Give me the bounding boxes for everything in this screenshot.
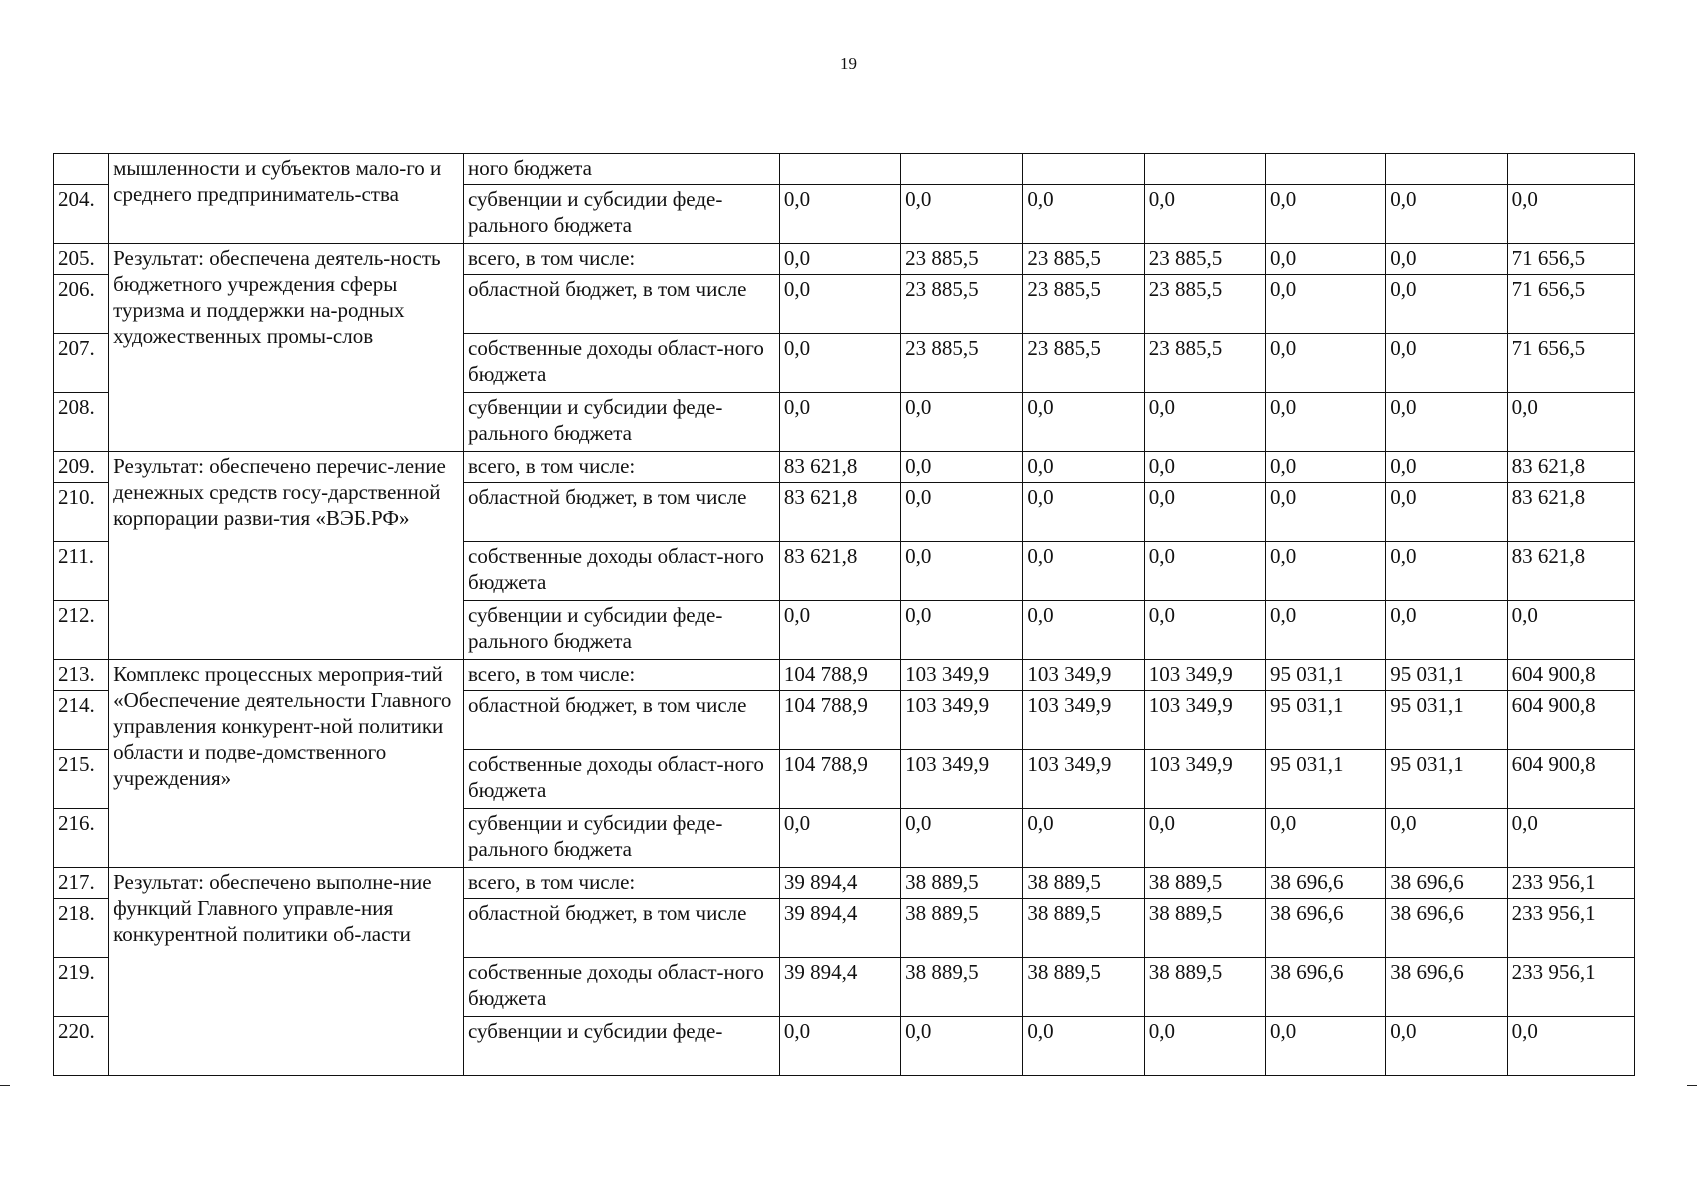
value-cell: 0,0 [901, 483, 1023, 542]
value-cell: 103 349,9 [901, 750, 1023, 809]
funding-source: ного бюджета [464, 154, 780, 185]
value-cell [1144, 154, 1265, 185]
value-cell: 0,0 [901, 1017, 1023, 1076]
value-cell: 233 956,1 [1507, 899, 1634, 958]
funding-source: всего, в том числе: [464, 452, 780, 483]
value-cell: 0,0 [1386, 809, 1507, 868]
value-cell: 83 621,8 [1507, 452, 1634, 483]
value-cell: 0,0 [1266, 809, 1386, 868]
value-cell: 0,0 [1266, 452, 1386, 483]
value-cell: 0,0 [1023, 1017, 1144, 1076]
value-cell: 38 696,6 [1266, 958, 1386, 1017]
value-cell: 0,0 [1144, 483, 1265, 542]
row-number [54, 154, 109, 185]
value-cell: 83 621,8 [779, 542, 900, 601]
value-cell: 0,0 [1266, 601, 1386, 660]
value-cell: 0,0 [1266, 275, 1386, 334]
value-cell: 95 031,1 [1386, 660, 1507, 691]
value-cell: 0,0 [779, 809, 900, 868]
value-cell: 38 889,5 [1023, 958, 1144, 1017]
value-cell: 0,0 [1023, 601, 1144, 660]
value-cell: 0,0 [779, 1017, 900, 1076]
value-cell: 95 031,1 [1266, 691, 1386, 750]
value-cell: 0,0 [1386, 1017, 1507, 1076]
funding-source: областной бюджет, в том числе [464, 275, 780, 334]
value-cell: 0,0 [1507, 1017, 1634, 1076]
table-row [54, 660, 1635, 691]
value-cell: 0,0 [1023, 452, 1144, 483]
value-cell [779, 154, 900, 185]
budget-table [53, 153, 1635, 1076]
table-row [54, 868, 1635, 899]
value-cell: 104 788,9 [779, 660, 900, 691]
value-cell: 0,0 [1507, 185, 1634, 244]
right-margin-mark [1687, 1085, 1697, 1086]
value-cell: 95 031,1 [1386, 691, 1507, 750]
value-cell: 95 031,1 [1266, 660, 1386, 691]
value-cell: 0,0 [1023, 809, 1144, 868]
table-body [54, 154, 1635, 1076]
value-cell: 104 788,9 [779, 750, 900, 809]
value-cell: 83 621,8 [779, 483, 900, 542]
value-cell: 0,0 [1386, 185, 1507, 244]
value-cell: 23 885,5 [1144, 275, 1265, 334]
value-cell: 0,0 [1144, 1017, 1265, 1076]
value-cell: 95 031,1 [1386, 750, 1507, 809]
value-cell: 0,0 [901, 393, 1023, 452]
value-cell [1386, 154, 1507, 185]
value-cell: 103 349,9 [1144, 691, 1265, 750]
left-margin-mark [0, 1085, 10, 1086]
value-cell [1023, 154, 1144, 185]
funding-source: субвенции и субсидии феде-рального бюджета [464, 601, 780, 660]
item-name: мышленности и субъектов мало-го и среднего предприниматель-ства [109, 154, 464, 244]
value-cell: 23 885,5 [901, 334, 1023, 393]
value-cell: 0,0 [779, 275, 900, 334]
value-cell: 39 894,4 [779, 958, 900, 1017]
value-cell [1507, 154, 1634, 185]
value-cell: 38 889,5 [1144, 868, 1265, 899]
value-cell: 0,0 [1266, 483, 1386, 542]
value-cell: 233 956,1 [1507, 958, 1634, 1017]
value-cell: 38 889,5 [901, 899, 1023, 958]
value-cell: 0,0 [1266, 1017, 1386, 1076]
value-cell: 0,0 [1023, 185, 1144, 244]
value-cell: 0,0 [1386, 393, 1507, 452]
value-cell: 104 788,9 [779, 691, 900, 750]
value-cell: 0,0 [1386, 452, 1507, 483]
funding-source: областной бюджет, в том числе [464, 483, 780, 542]
value-cell: 0,0 [1386, 483, 1507, 542]
row-number: 217. [54, 868, 109, 899]
value-cell: 38 889,5 [1023, 899, 1144, 958]
row-number: 220. [54, 1017, 109, 1076]
value-cell: 0,0 [779, 393, 900, 452]
value-cell: 0,0 [779, 185, 900, 244]
value-cell: 0,0 [1507, 601, 1634, 660]
value-cell: 23 885,5 [1144, 334, 1265, 393]
value-cell: 0,0 [901, 542, 1023, 601]
value-cell: 0,0 [1507, 809, 1634, 868]
funding-source: собственные доходы област-ного бюджета [464, 750, 780, 809]
value-cell: 103 349,9 [1023, 750, 1144, 809]
value-cell: 39 894,4 [779, 868, 900, 899]
funding-source: собственные доходы област-ного бюджета [464, 542, 780, 601]
value-cell: 604 900,8 [1507, 750, 1634, 809]
value-cell: 604 900,8 [1507, 660, 1634, 691]
value-cell: 0,0 [1266, 185, 1386, 244]
value-cell: 103 349,9 [1144, 660, 1265, 691]
value-cell: 0,0 [1386, 542, 1507, 601]
value-cell: 23 885,5 [1023, 244, 1144, 275]
value-cell: 0,0 [1507, 393, 1634, 452]
value-cell: 0,0 [1023, 542, 1144, 601]
table-row [54, 244, 1635, 275]
value-cell: 0,0 [1144, 809, 1265, 868]
row-number: 207. [54, 334, 109, 393]
value-cell: 83 621,8 [1507, 542, 1634, 601]
value-cell: 83 621,8 [1507, 483, 1634, 542]
row-number: 216. [54, 809, 109, 868]
value-cell: 38 889,5 [901, 868, 1023, 899]
funding-source: собственные доходы област-ного бюджета [464, 334, 780, 393]
value-cell: 38 889,5 [1023, 868, 1144, 899]
value-cell: 38 889,5 [901, 958, 1023, 1017]
value-cell: 0,0 [1023, 483, 1144, 542]
funding-source: субвенции и субсидии феде-рального бюджета [464, 393, 780, 452]
value-cell: 71 656,5 [1507, 244, 1634, 275]
row-number: 210. [54, 483, 109, 542]
value-cell: 0,0 [1144, 542, 1265, 601]
value-cell: 0,0 [1386, 244, 1507, 275]
value-cell: 0,0 [779, 334, 900, 393]
value-cell: 38 696,6 [1386, 868, 1507, 899]
value-cell: 0,0 [901, 185, 1023, 244]
value-cell: 95 031,1 [1266, 750, 1386, 809]
funding-source: всего, в том числе: [464, 868, 780, 899]
item-name: Комплекс процессных мероприя-тий «Обеспечение деятельности Главного управления конкурент-ной политики области и подве-домственного учреждения» [109, 660, 464, 868]
value-cell [1266, 154, 1386, 185]
value-cell: 0,0 [1266, 393, 1386, 452]
value-cell: 0,0 [1144, 185, 1265, 244]
row-number: 206. [54, 275, 109, 334]
value-cell: 0,0 [1144, 452, 1265, 483]
row-number: 212. [54, 601, 109, 660]
item-name: Результат: обеспечено выполне-ние функций Главного управле-ния конкурентной политики об-ласти [109, 868, 464, 1076]
value-cell: 23 885,5 [1144, 244, 1265, 275]
row-number: 209. [54, 452, 109, 483]
row-number: 204. [54, 185, 109, 244]
value-cell: 23 885,5 [1023, 334, 1144, 393]
value-cell: 0,0 [1144, 601, 1265, 660]
value-cell: 0,0 [779, 601, 900, 660]
value-cell: 0,0 [1023, 393, 1144, 452]
funding-source: всего, в том числе: [464, 660, 780, 691]
row-number: 205. [54, 244, 109, 275]
value-cell: 604 900,8 [1507, 691, 1634, 750]
value-cell: 0,0 [1144, 393, 1265, 452]
value-cell: 0,0 [1266, 334, 1386, 393]
row-number: 219. [54, 958, 109, 1017]
value-cell: 38 696,6 [1386, 899, 1507, 958]
value-cell: 38 696,6 [1266, 899, 1386, 958]
funding-source: субвенции и субсидии феде-рального бюджета [464, 185, 780, 244]
value-cell: 71 656,5 [1507, 275, 1634, 334]
value-cell: 103 349,9 [901, 691, 1023, 750]
value-cell: 0,0 [1266, 244, 1386, 275]
value-cell: 0,0 [1266, 542, 1386, 601]
table-row [54, 154, 1635, 185]
value-cell: 0,0 [1386, 601, 1507, 660]
funding-source: субвенции и субсидии феде- [464, 1017, 780, 1076]
funding-source: областной бюджет, в том числе [464, 691, 780, 750]
page-number: 19 [840, 54, 857, 73]
item-name: Результат: обеспечена деятель-ность бюджетного учреждения сферы туризма и поддержки на-родных художественных промы-слов [109, 244, 464, 452]
value-cell: 103 349,9 [1023, 691, 1144, 750]
value-cell: 83 621,8 [779, 452, 900, 483]
value-cell: 23 885,5 [1023, 275, 1144, 334]
value-cell: 0,0 [901, 809, 1023, 868]
row-number: 214. [54, 691, 109, 750]
value-cell: 0,0 [901, 601, 1023, 660]
funding-source: всего, в том числе: [464, 244, 780, 275]
item-name: Результат: обеспечено перечис-ление денежных средств госу-дарственной корпорации разви-тия «ВЭБ.РФ» [109, 452, 464, 660]
value-cell: 38 889,5 [1144, 958, 1265, 1017]
row-number: 215. [54, 750, 109, 809]
value-cell: 103 349,9 [1144, 750, 1265, 809]
value-cell: 38 696,6 [1266, 868, 1386, 899]
row-number: 218. [54, 899, 109, 958]
value-cell: 103 349,9 [1023, 660, 1144, 691]
value-cell: 23 885,5 [901, 244, 1023, 275]
value-cell: 38 696,6 [1386, 958, 1507, 1017]
row-number: 208. [54, 393, 109, 452]
value-cell: 233 956,1 [1507, 868, 1634, 899]
value-cell: 0,0 [1386, 334, 1507, 393]
value-cell: 0,0 [1386, 275, 1507, 334]
funding-source: собственные доходы област-ного бюджета [464, 958, 780, 1017]
funding-source: областной бюджет, в том числе [464, 899, 780, 958]
value-cell: 71 656,5 [1507, 334, 1634, 393]
value-cell: 23 885,5 [901, 275, 1023, 334]
table-row [54, 452, 1635, 483]
value-cell: 103 349,9 [901, 660, 1023, 691]
funding-source: субвенции и субсидии феде-рального бюджета [464, 809, 780, 868]
value-cell: 39 894,4 [779, 899, 900, 958]
value-cell: 0,0 [779, 244, 900, 275]
value-cell [901, 154, 1023, 185]
row-number: 211. [54, 542, 109, 601]
row-number: 213. [54, 660, 109, 691]
value-cell: 0,0 [901, 452, 1023, 483]
value-cell: 38 889,5 [1144, 899, 1265, 958]
